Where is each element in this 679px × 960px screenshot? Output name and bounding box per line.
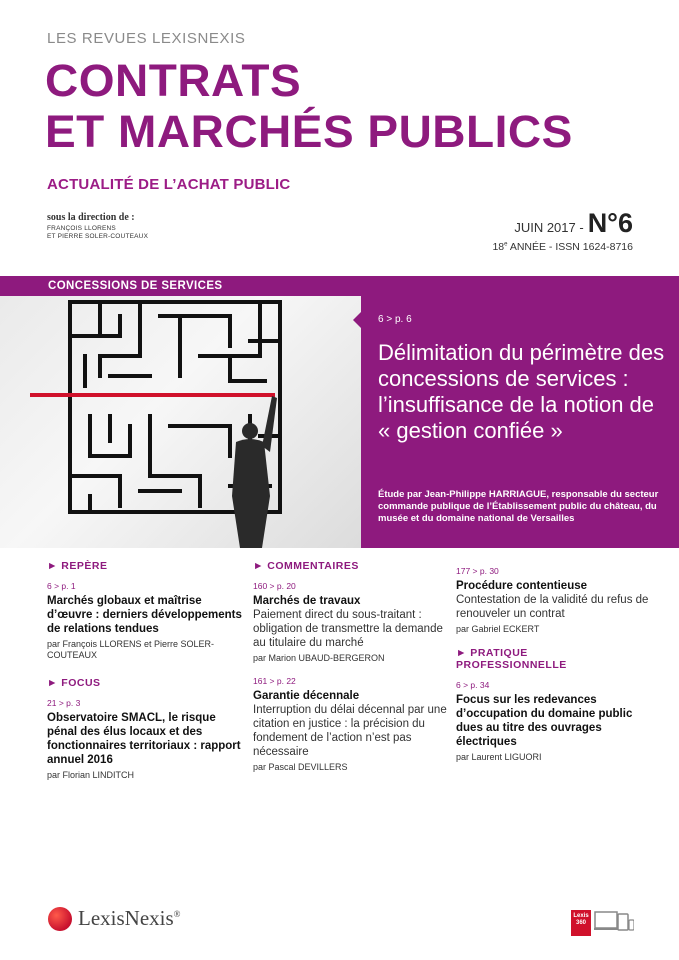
lead-byline: Étude par Jean-Philippe HARRIAGUE, responsable du secteur commande publique de l’Établissement public du château, du musée et du domaine national de Versailles — [378, 489, 659, 524]
issue-row — [492, 208, 633, 239]
section-repere: ► REPÈRE — [47, 560, 108, 572]
devices-icon — [594, 910, 634, 936]
article-author: par Florian LINDITCH — [47, 770, 135, 780]
article-ref: 6 > p. 1 — [47, 581, 76, 591]
article-title: Observatoire SMACL, le risque pénal des élus locaux et des fonctionnaires territoriaux : rapport annuel 2016 — [47, 712, 241, 766]
issue-year-issn — [492, 241, 633, 253]
lead-band — [0, 276, 679, 548]
article-item[interactable] — [253, 676, 453, 773]
issue-year-sup: e — [504, 241, 508, 248]
publisher-name-text: LexisNexis — [78, 906, 174, 930]
article-title: Marchés de travaux — [253, 595, 361, 607]
article-author: par Marion UBAUD-BERGERON — [253, 653, 385, 663]
maze-illustration — [0, 296, 361, 548]
category-bar — [0, 276, 361, 296]
journal-title — [45, 55, 573, 157]
article-item[interactable] — [253, 581, 453, 664]
article-author: par Gabriel ECKERT — [456, 624, 540, 634]
businessman — [232, 396, 277, 548]
direction-names — [47, 225, 148, 241]
article-title: Garantie décennale — [253, 690, 360, 702]
column-2 — [253, 560, 453, 785]
publisher-mark: ® — [173, 909, 181, 919]
article-desc: Contestation de la validité du refus de renouveler un contrat — [456, 594, 649, 620]
article-ref: 160 > p. 20 — [253, 581, 296, 591]
column-1 — [47, 560, 247, 793]
issue-year-rest: ANNÉE - ISSN 1624-8716 — [509, 241, 633, 253]
issue-year-num: 18 — [492, 241, 505, 253]
lexisnexis-logo-icon — [48, 907, 72, 931]
journal-title-line1: CONTRATS — [45, 55, 302, 106]
publisher-name — [78, 906, 181, 931]
section-commentaires: ► COMMENTAIRES — [253, 560, 359, 572]
journal-subtitle: ACTUALITÉ DE L’ACHAT PUBLIC — [47, 176, 291, 193]
lexis360-badge[interactable]: Lexis 360 — [571, 910, 591, 936]
lead-text-panel — [361, 276, 679, 548]
article-ref: 6 > p. 34 — [456, 680, 490, 690]
article-author: par Laurent LIGUORI — [456, 752, 542, 762]
article-author: par François LLORENS et Pierre SOLER-COUTEAUX — [47, 639, 215, 660]
article-title: Focus sur les redevances d’occupation du domaine public dues au titre des ouvrages électriques — [456, 694, 633, 748]
direction-name-2: ET PIERRE SOLER-COUTEAUX — [47, 233, 149, 240]
category-label: CONCESSIONS DE SERVICES — [48, 280, 223, 292]
direction-name-1: FRANÇOIS LLORENS — [47, 225, 116, 232]
article-item[interactable] — [47, 581, 247, 661]
column-3 — [456, 566, 656, 775]
article-author: par Pascal DEVILLERS — [253, 762, 348, 772]
publisher-logo[interactable] — [48, 906, 181, 931]
lead-ref: 6 > p. 6 — [378, 314, 412, 325]
article-item[interactable] — [47, 698, 247, 781]
article-ref: 161 > p. 22 — [253, 676, 296, 686]
article-title: Marchés globaux et maîtrise d’œuvre : derniers développements de relations tendues — [47, 595, 242, 635]
series-name: LES REVUES LEXISNEXIS — [47, 30, 246, 47]
section-pratique: ► PRATIQUE PROFESSIONNELLE — [456, 647, 567, 671]
lead-title[interactable]: Délimitation du périmètre des concessions de services : l’insuffisance de la notion de « gestion confiée » — [378, 340, 665, 443]
lead-notch — [353, 312, 361, 328]
direction-block — [47, 212, 148, 241]
article-item[interactable] — [456, 566, 656, 635]
issue-block — [492, 208, 633, 253]
article-title: Procédure contentieuse — [456, 580, 588, 592]
article-desc: Interruption du délai décennal par une citation en justice : la précision du fondement de l’action n’est pas nécessaire — [253, 704, 447, 758]
section-focus: ► FOCUS — [47, 677, 101, 689]
issue-date: JUIN 2017 - — [514, 220, 584, 235]
issue-number: N°6 — [587, 208, 633, 238]
article-ref: 177 > p. 30 — [456, 566, 499, 576]
lead-image-panel — [0, 276, 361, 548]
article-ref: 21 > p. 3 — [47, 698, 81, 708]
direction-label: sous la direction de : — [47, 212, 135, 223]
journal-title-line2: ET MARCHÉS PUBLICS — [45, 106, 573, 157]
article-desc: Paiement direct du sous-traitant : obligation de transmettre la demande au titulaire du marché — [253, 609, 443, 649]
article-item[interactable] — [456, 680, 656, 763]
